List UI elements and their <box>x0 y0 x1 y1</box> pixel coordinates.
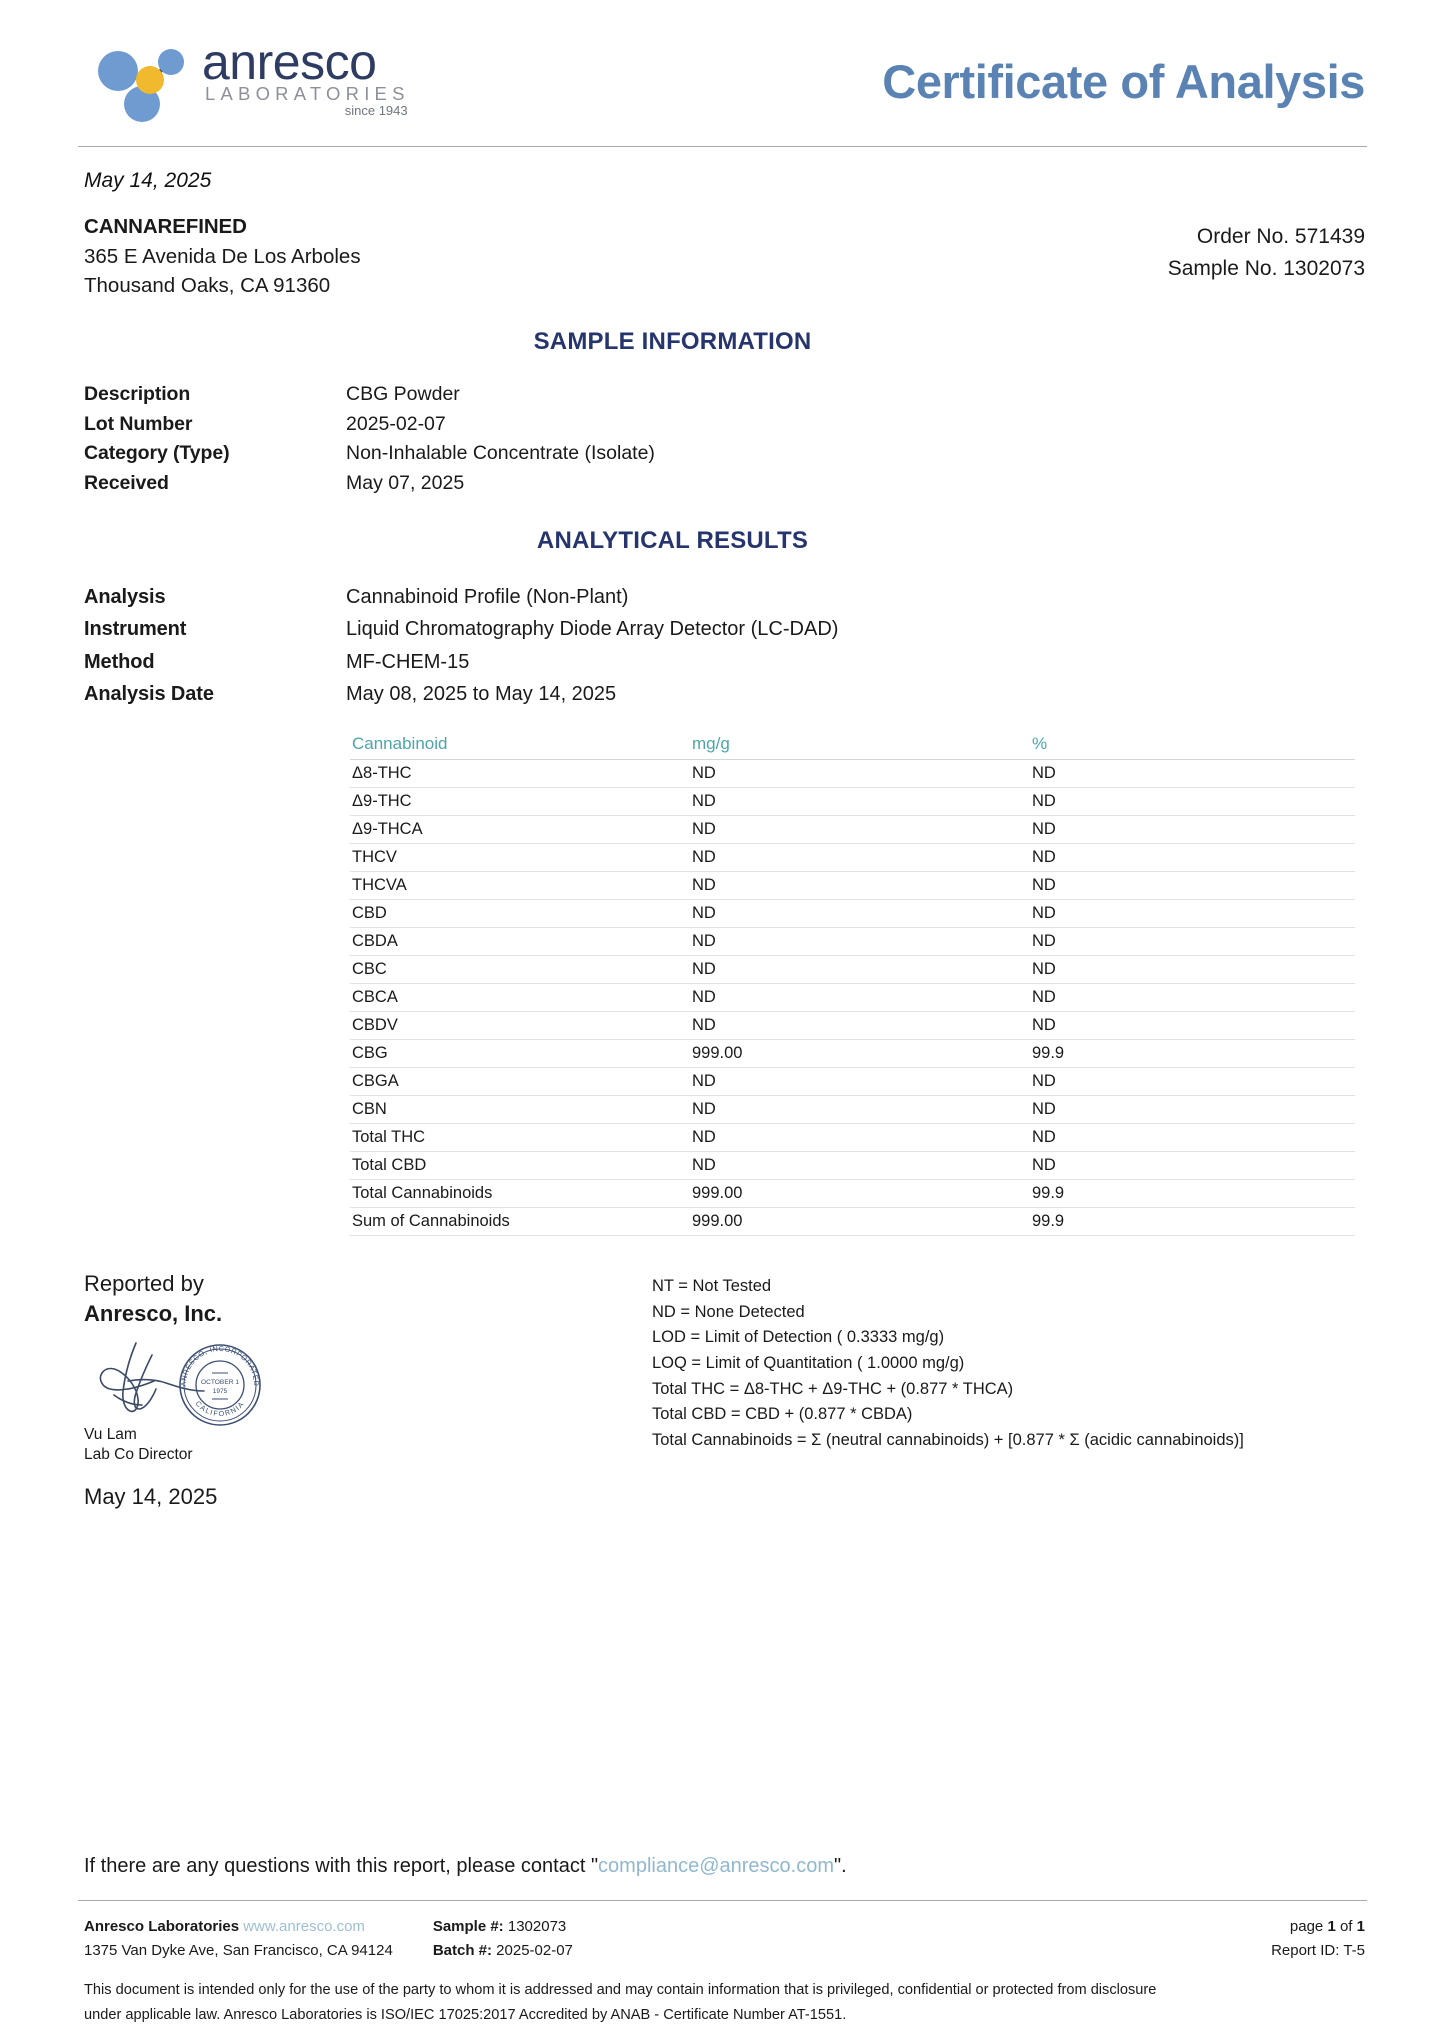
document-header <box>78 0 1367 140</box>
info-label: Received <box>84 472 169 495</box>
logo-since: since 1943 <box>344 103 408 118</box>
cannabinoid-results-table <box>350 734 1355 1236</box>
table-row <box>350 844 1355 872</box>
page-middle: of <box>1335 1918 1357 1935</box>
cell-percent: ND <box>1030 928 1355 956</box>
cell-cannabinoid: Total Cannabinoids <box>350 1180 690 1208</box>
cell-percent: ND <box>1030 1096 1355 1124</box>
sample-number: Sample No. 1302073 <box>1167 256 1365 280</box>
column-header-cannabinoid: Cannabinoid <box>350 734 690 760</box>
contact-note <box>78 1855 1367 1878</box>
svg-text:1975: 1975 <box>212 1387 228 1395</box>
info-row <box>84 613 1367 645</box>
cell-percent: ND <box>1030 1012 1355 1040</box>
table-row <box>350 1152 1355 1180</box>
info-label: Instrument <box>84 618 187 641</box>
table-row <box>350 1096 1355 1124</box>
info-row <box>84 380 1367 410</box>
client-address-line1: 365 E Avenida De Los Arboles <box>84 245 361 268</box>
info-label: Analysis <box>84 585 166 608</box>
reported-by-label: Reported by <box>84 1271 204 1297</box>
cell-cannabinoid: CBD <box>350 900 690 928</box>
cell-mgg: ND <box>690 816 1030 844</box>
info-row <box>84 469 1367 499</box>
reported-by-block <box>78 1270 618 1510</box>
cell-mgg: ND <box>690 1152 1030 1180</box>
cell-cannabinoid: Total THC <box>350 1124 690 1152</box>
contact-suffix: ". <box>834 1855 847 1877</box>
sample-information-heading: SAMPLE INFORMATION <box>533 328 812 356</box>
cell-mgg: ND <box>690 956 1030 984</box>
info-value: Non-Inhalable Concentrate (Isolate) <box>346 442 655 465</box>
molecule-logo-icon <box>92 41 200 128</box>
logo-wordmark <box>202 35 410 118</box>
cell-percent: ND <box>1030 956 1355 984</box>
column-header-percent: % <box>1030 734 1355 760</box>
footer-columns <box>78 1915 1367 1964</box>
logo-subtitle: LABORATORIES <box>205 82 410 104</box>
cell-cannabinoid: CBDV <box>350 1012 690 1040</box>
cell-mgg: ND <box>690 1012 1030 1040</box>
page-total: 1 <box>1356 1918 1365 1935</box>
address-order-row <box>78 147 1367 300</box>
legal-disclaimer <box>78 1978 1367 2028</box>
page-title: Certificate of Analysis <box>882 54 1365 108</box>
order-block <box>1168 169 1367 284</box>
cell-mgg: ND <box>690 984 1030 1012</box>
cell-percent: ND <box>1030 788 1355 816</box>
cell-cannabinoid: CBCA <box>350 984 690 1012</box>
footer-website-link[interactable]: www.anresco.com <box>243 1918 365 1935</box>
legend-line: Total CBD = CBD + (0.877 * CBDA) <box>652 1405 913 1424</box>
table-row <box>350 1180 1355 1208</box>
info-row <box>84 581 1367 613</box>
info-row <box>84 646 1367 678</box>
cell-cannabinoid: Δ9-THC <box>350 788 690 816</box>
table-row <box>350 1068 1355 1096</box>
footer-lab-name: Anresco Laboratories <box>84 1918 240 1935</box>
signature-date: May 14, 2025 <box>84 1484 218 1510</box>
legend-line: LOQ = Limit of Quantitation ( 1.0000 mg/g) <box>652 1353 965 1372</box>
cell-mgg: ND <box>690 900 1030 928</box>
cell-cannabinoid: Δ8-THC <box>350 760 690 788</box>
cell-cannabinoid: CBG <box>350 1040 690 1068</box>
disclaimer-line: under applicable law. Anresco Laboratories is ISO/IEC 17025:2017 Accredited by ANAB - Certificate Number AT-1551. <box>84 2007 847 2024</box>
table-row <box>350 760 1355 788</box>
cell-percent: ND <box>1030 984 1355 1012</box>
report-date: May 14, 2025 <box>84 169 212 192</box>
table-row <box>350 1124 1355 1152</box>
info-value: MF-CHEM-15 <box>346 650 470 673</box>
cell-percent: ND <box>1030 1152 1355 1180</box>
compliance-email-link[interactable]: compliance@anresco.com <box>598 1855 835 1877</box>
client-block <box>78 169 361 300</box>
reporting-organization: Anresco, Inc. <box>84 1300 223 1326</box>
cell-cannabinoid: Δ9-THCA <box>350 816 690 844</box>
footer-lab-block <box>78 1915 393 1964</box>
cell-cannabinoid: CBDA <box>350 928 690 956</box>
table-header-row <box>350 734 1355 760</box>
cell-cannabinoid: CBN <box>350 1096 690 1124</box>
signer-role: Lab Co Director <box>84 1446 193 1464</box>
cell-mgg: ND <box>690 760 1030 788</box>
analytical-results-heading: ANALYTICAL RESULTS <box>536 526 809 554</box>
svg-text:OCTOBER 1: OCTOBER 1 <box>201 1378 239 1386</box>
client-address-line2: Thousand Oaks, CA 91360 <box>84 274 331 298</box>
info-row <box>84 678 1367 710</box>
cell-cannabinoid: Sum of Cannabinoids <box>350 1208 690 1236</box>
legend-line: NT = Not Tested <box>652 1277 772 1296</box>
info-row <box>84 410 1367 440</box>
cell-percent: ND <box>1030 1124 1355 1152</box>
table-row <box>350 900 1355 928</box>
logo-word: anresco <box>202 33 377 90</box>
footer-page-block <box>1271 1915 1367 1964</box>
signer-name: Vu Lam <box>84 1425 137 1443</box>
page-prefix: page <box>1289 1918 1328 1935</box>
table-row <box>350 1040 1355 1068</box>
legend-notes <box>618 1270 1367 1453</box>
cell-mgg: 999.00 <box>690 1208 1030 1236</box>
table-row <box>350 816 1355 844</box>
svg-text:CALIFORNIA: CALIFORNIA <box>193 1398 247 1418</box>
info-label: Lot Number <box>84 412 193 435</box>
signature-area <box>84 1335 364 1423</box>
footer-sample-label: Sample #: <box>432 1918 504 1935</box>
sample-information-table <box>78 380 1367 499</box>
info-label: Analysis Date <box>84 682 214 705</box>
legend-line: LOD = Limit of Detection ( 0.3333 mg/g) <box>652 1328 945 1347</box>
anresco-logo <box>78 35 410 128</box>
cell-percent: ND <box>1030 816 1355 844</box>
info-label: Category (Type) <box>84 442 230 465</box>
analytical-results-table <box>78 581 1367 711</box>
cell-mgg: 999.00 <box>690 1040 1030 1068</box>
info-value: May 08, 2025 to May 14, 2025 <box>346 682 617 705</box>
signature-legend-row <box>78 1270 1367 1510</box>
cell-mgg: ND <box>690 1124 1030 1152</box>
legend-line: ND = None Detected <box>652 1302 805 1321</box>
cell-cannabinoid: CBGA <box>350 1068 690 1096</box>
info-value: May 07, 2025 <box>346 472 465 495</box>
cell-percent: 99.9 <box>1030 1040 1355 1068</box>
table-row <box>350 928 1355 956</box>
info-value: Cannabinoid Profile (Non-Plant) <box>346 585 629 608</box>
cell-mgg: ND <box>690 872 1030 900</box>
cell-percent: ND <box>1030 900 1355 928</box>
table-row <box>350 984 1355 1012</box>
table-row <box>350 1208 1355 1236</box>
footer-batch-label: Batch #: <box>432 1942 492 1960</box>
cell-percent: ND <box>1030 844 1355 872</box>
table-row <box>350 872 1355 900</box>
notary-stamp-icon <box>172 1337 268 1438</box>
cell-cannabinoid: Total CBD <box>350 1152 690 1180</box>
cell-mgg: ND <box>690 928 1030 956</box>
footer-sample-block <box>433 1915 573 1964</box>
cell-percent: 99.9 <box>1030 1208 1355 1236</box>
info-value: 2025-02-07 <box>346 412 446 435</box>
cell-mgg: ND <box>690 1096 1030 1124</box>
cell-mgg: 999.00 <box>690 1180 1030 1208</box>
page-number: 1 <box>1327 1918 1336 1935</box>
info-label: Description <box>84 383 191 406</box>
cell-mgg: ND <box>690 1068 1030 1096</box>
cell-percent: ND <box>1030 1068 1355 1096</box>
cell-percent: ND <box>1030 760 1355 788</box>
footer-batch-value: 2025-02-07 <box>496 1942 573 1960</box>
info-row <box>84 439 1367 469</box>
info-value: Liquid Chromatography Diode Array Detector (LC-DAD) <box>346 618 839 641</box>
table-row <box>350 1012 1355 1040</box>
legend-line: Total Cannabinoids = Σ (neutral cannabinoids) + [0.877 * Σ (acidic cannabinoids)] <box>652 1430 1244 1449</box>
contact-prefix: If there are any questions with this report, please contact " <box>84 1855 599 1877</box>
cell-cannabinoid: CBC <box>350 956 690 984</box>
cell-cannabinoid: THCVA <box>350 872 690 900</box>
column-header-mgg: mg/g <box>690 734 1030 760</box>
footer-lab-address: 1375 Van Dyke Ave, San Francisco, CA 94124 <box>84 1942 393 1960</box>
cell-cannabinoid: THCV <box>350 844 690 872</box>
report-id: Report ID: T-5 <box>1271 1942 1365 1960</box>
client-name: CANNAREFINED <box>84 215 247 238</box>
svg-text:ANRESCO, INCORPORATED: ANRESCO, INCORPORATED <box>178 1343 262 1387</box>
info-label: Method <box>84 650 155 673</box>
cell-mgg: ND <box>690 788 1030 816</box>
cell-percent: 99.9 <box>1030 1180 1355 1208</box>
legend-line: Total THC = Δ8-THC + Δ9-THC + (0.877 * THCA) <box>652 1379 1014 1398</box>
cell-mgg: ND <box>690 844 1030 872</box>
info-value: CBG Powder <box>346 383 460 406</box>
cell-percent: ND <box>1030 872 1355 900</box>
footer-sample-value: 1302073 <box>507 1918 567 1935</box>
table-row <box>350 956 1355 984</box>
table-row <box>350 788 1355 816</box>
order-number: Order No. 571439 <box>1196 225 1365 248</box>
disclaimer-line: This document is intended only for the use of the party to whom it is addressed and may contain information that is privileged, confidential or protected from disclosure <box>84 1982 1157 1998</box>
footer-divider <box>78 1900 1367 1901</box>
